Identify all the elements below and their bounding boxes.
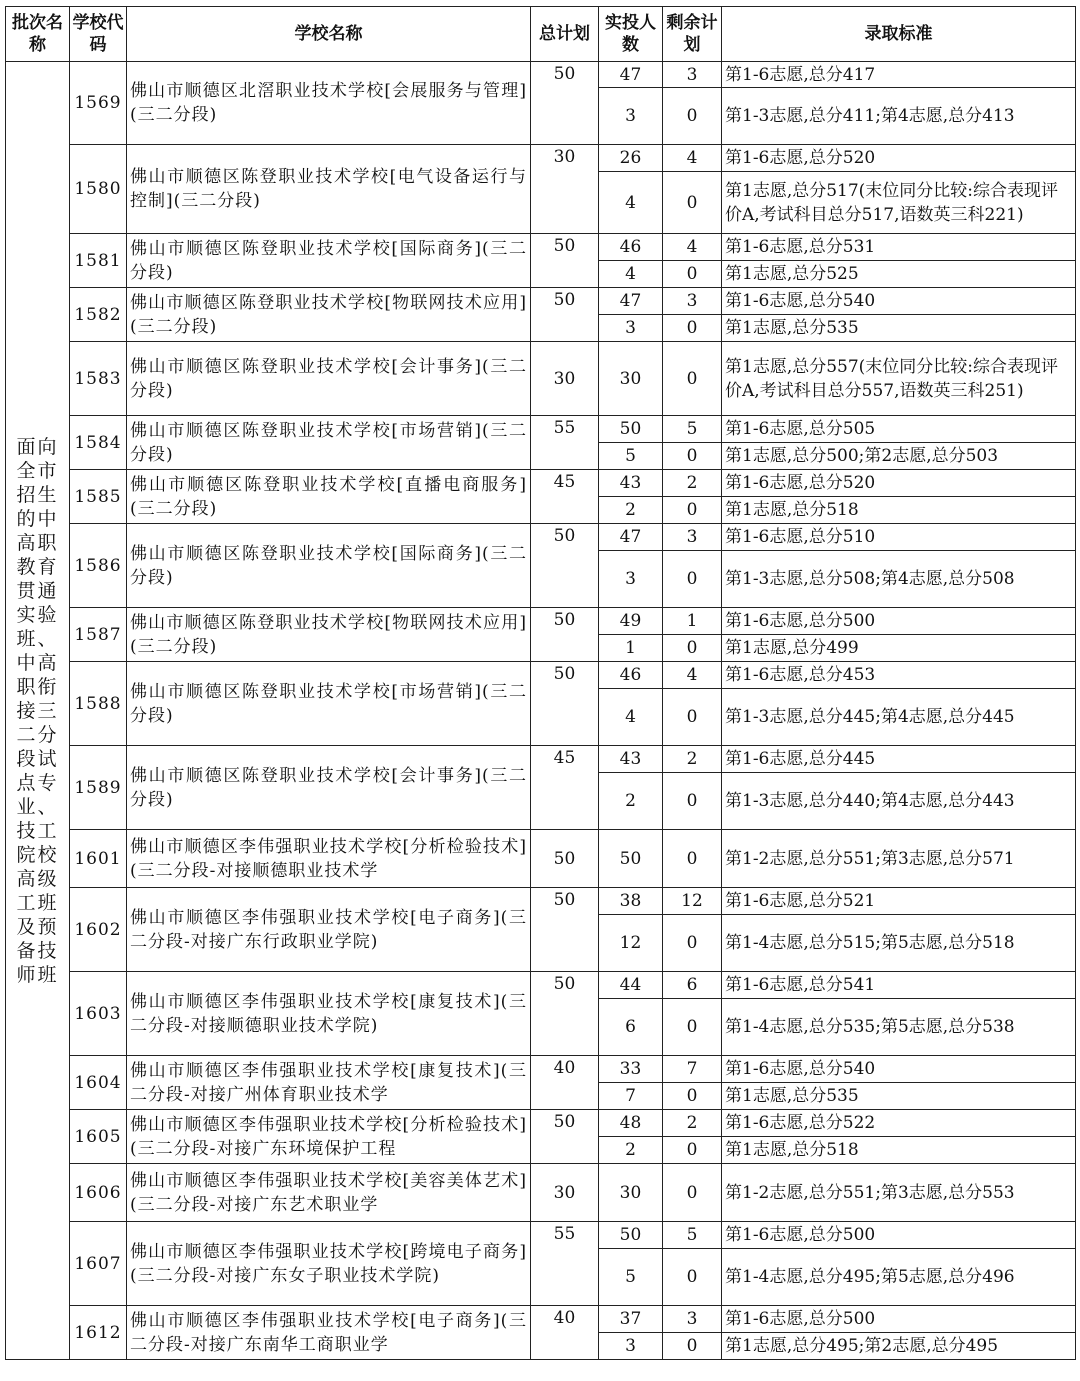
admission-standard-cell: 第1-6志愿,总分500 (722, 1306, 1076, 1333)
actual-count-cell: 50 (599, 416, 663, 443)
actual-count-cell: 4 (599, 172, 663, 234)
remaining-plan-cell: 1 (663, 608, 722, 635)
remaining-plan-cell: 0 (663, 1083, 722, 1110)
remaining-plan-cell: 2 (663, 1110, 722, 1137)
admission-standard-cell: 第1志愿,总分495;第2志愿,总分495 (722, 1333, 1076, 1360)
remaining-plan-cell: 12 (663, 888, 722, 915)
admission-standard-cell: 第1-2志愿,总分551;第3志愿,总分553 (722, 1164, 1076, 1222)
actual-count-cell: 4 (599, 689, 663, 746)
remaining-plan-cell: 5 (663, 416, 722, 443)
remaining-plan-cell: 0 (663, 172, 722, 234)
total-plan-cell: 30 (531, 1164, 599, 1222)
admission-standard-cell: 第1-6志愿,总分445 (722, 746, 1076, 773)
remaining-plan-cell: 0 (663, 999, 722, 1056)
school-code-cell: 1606 (70, 1164, 127, 1222)
remaining-plan-cell: 0 (663, 773, 722, 830)
admission-standard-cell: 第1-4志愿,总分515;第5志愿,总分518 (722, 915, 1076, 972)
remaining-plan-cell: 0 (663, 1164, 722, 1222)
school-code-cell: 1586 (70, 524, 127, 608)
admission-standard-cell: 第1-6志愿,总分522 (722, 1110, 1076, 1137)
actual-count-cell: 33 (599, 1056, 663, 1083)
total-plan-cell: 50 (531, 972, 599, 1056)
school-code-cell: 1607 (70, 1222, 127, 1306)
admission-standard-cell: 第1志愿,总分557(末位同分比较:综合表现评价A,考试科目总分557,语数英三科251) (722, 342, 1076, 416)
admission-standard-cell: 第1志愿,总分518 (722, 497, 1076, 524)
actual-count-cell: 3 (599, 1333, 663, 1360)
admission-standard-cell: 第1-6志愿,总分540 (722, 1056, 1076, 1083)
table-row (6, 524, 1076, 551)
admission-standard-cell: 第1-6志愿,总分505 (722, 416, 1076, 443)
table-row (6, 662, 1076, 689)
school-code-cell: 1602 (70, 888, 127, 972)
table-row (6, 746, 1076, 773)
header-row (6, 7, 1076, 62)
admission-standard-cell: 第1志愿,总分499 (722, 635, 1076, 662)
school-code-cell: 1601 (70, 830, 127, 888)
total-plan-cell: 50 (531, 524, 599, 608)
total-plan-cell: 55 (531, 1222, 599, 1306)
actual-count-cell: 3 (599, 551, 663, 608)
header-remaining: 剩余计划 (663, 7, 722, 62)
school-name-cell: 佛山市顺德区李伟强职业技术学校[康复技术](三二分段-对接广州体育职业技术学 (127, 1056, 531, 1110)
remaining-plan-cell: 0 (663, 88, 722, 145)
school-name-cell: 佛山市顺德区陈登职业技术学校[国际商务](三二分段) (127, 524, 531, 608)
actual-count-cell: 30 (599, 1164, 663, 1222)
total-plan-cell: 50 (531, 830, 599, 888)
total-plan-cell: 30 (531, 342, 599, 416)
school-name-cell: 佛山市顺德区陈登职业技术学校[物联网技术应用](三二分段) (127, 608, 531, 662)
remaining-plan-cell: 0 (663, 342, 722, 416)
table-row (6, 342, 1076, 416)
school-code-cell: 1581 (70, 234, 127, 288)
actual-count-cell: 47 (599, 62, 663, 88)
admission-standard-cell: 第1-6志愿,总分453 (722, 662, 1076, 689)
table-row (6, 888, 1076, 915)
remaining-plan-cell: 4 (663, 145, 722, 172)
admission-standard-cell: 第1志愿,总分535 (722, 315, 1076, 342)
school-name-cell: 佛山市顺德区陈登职业技术学校[会计事务](三二分段) (127, 342, 531, 416)
total-plan-cell: 45 (531, 746, 599, 830)
actual-count-cell: 3 (599, 88, 663, 145)
total-plan-cell: 50 (531, 234, 599, 288)
table-row (6, 1164, 1076, 1222)
table-row (6, 62, 1076, 88)
header-standard: 录取标准 (722, 7, 1076, 62)
remaining-plan-cell: 2 (663, 470, 722, 497)
school-code-cell: 1605 (70, 1110, 127, 1164)
total-plan-cell: 50 (531, 888, 599, 972)
table-row (6, 608, 1076, 635)
actual-count-cell: 48 (599, 1110, 663, 1137)
school-code-cell: 1589 (70, 746, 127, 830)
remaining-plan-cell: 0 (663, 1333, 722, 1360)
admission-standard-cell: 第1-6志愿,总分541 (722, 972, 1076, 999)
actual-count-cell: 46 (599, 662, 663, 689)
total-plan-cell: 40 (531, 1306, 599, 1360)
school-name-cell: 佛山市顺德区北滘职业技术学校[会展服务与管理](三二分段) (127, 62, 531, 145)
admission-standard-cell: 第1志愿,总分517(末位同分比较:综合表现评价A,考试科目总分517,语数英三科221) (722, 172, 1076, 234)
school-name-cell: 佛山市顺德区陈登职业技术学校[市场营销](三二分段) (127, 416, 531, 470)
total-plan-cell: 45 (531, 470, 599, 524)
admission-standard-cell: 第1-4志愿,总分495;第5志愿,总分496 (722, 1249, 1076, 1306)
actual-count-cell: 43 (599, 470, 663, 497)
admission-standard-cell: 第1-3志愿,总分440;第4志愿,总分443 (722, 773, 1076, 830)
actual-count-cell: 7 (599, 1083, 663, 1110)
table-row (6, 470, 1076, 497)
header-total: 总计划 (531, 7, 599, 62)
total-plan-cell: 30 (531, 145, 599, 234)
admission-standard-cell: 第1-2志愿,总分551;第3志愿,总分571 (722, 830, 1076, 888)
remaining-plan-cell: 0 (663, 915, 722, 972)
school-name-cell: 佛山市顺德区陈登职业技术学校[物联网技术应用](三二分段) (127, 288, 531, 342)
actual-count-cell: 6 (599, 999, 663, 1056)
actual-count-cell: 50 (599, 1222, 663, 1249)
total-plan-cell: 50 (531, 608, 599, 662)
remaining-plan-cell: 0 (663, 261, 722, 288)
school-name-cell: 佛山市顺德区陈登职业技术学校[会计事务](三二分段) (127, 746, 531, 830)
total-plan-cell: 50 (531, 1110, 599, 1164)
actual-count-cell: 50 (599, 830, 663, 888)
school-code-cell: 1585 (70, 470, 127, 524)
admission-standard-cell: 第1-4志愿,总分535;第5志愿,总分538 (722, 999, 1076, 1056)
table-row (6, 234, 1076, 261)
actual-count-cell: 2 (599, 497, 663, 524)
school-name-cell: 佛山市顺德区陈登职业技术学校[电气设备运行与控制](三二分段) (127, 145, 531, 234)
remaining-plan-cell: 0 (663, 551, 722, 608)
school-name-cell: 佛山市顺德区李伟强职业技术学校[电子商务](三二分段-对接广东行政职业学院) (127, 888, 531, 972)
admission-document (5, 6, 1075, 1360)
actual-count-cell: 1 (599, 635, 663, 662)
remaining-plan-cell: 0 (663, 443, 722, 470)
actual-count-cell: 30 (599, 342, 663, 416)
actual-count-cell: 2 (599, 1137, 663, 1164)
admission-standard-cell: 第1-6志愿,总分520 (722, 145, 1076, 172)
table-row (6, 1056, 1076, 1083)
school-name-cell: 佛山市顺德区陈登职业技术学校[市场营销](三二分段) (127, 662, 531, 746)
admission-standard-cell: 第1-6志愿,总分520 (722, 470, 1076, 497)
admission-standard-cell: 第1-3志愿,总分411;第4志愿,总分413 (722, 88, 1076, 145)
remaining-plan-cell: 3 (663, 288, 722, 315)
admission-standard-cell: 第1-6志愿,总分540 (722, 288, 1076, 315)
remaining-plan-cell: 0 (663, 830, 722, 888)
school-name-cell: 佛山市顺德区李伟强职业技术学校[康复技术](三二分段-对接顺德职业技术学院) (127, 972, 531, 1056)
actual-count-cell: 47 (599, 524, 663, 551)
remaining-plan-cell: 3 (663, 62, 722, 88)
admission-standard-cell: 第1-6志愿,总分531 (722, 234, 1076, 261)
actual-count-cell: 49 (599, 608, 663, 635)
admission-standard-cell: 第1-6志愿,总分500 (722, 1222, 1076, 1249)
actual-count-cell: 12 (599, 915, 663, 972)
admission-standard-cell: 第1-6志愿,总分417 (722, 62, 1076, 88)
batch-name-cell: 面向全市招生的中高职教育贯通实验班、中高职衔接三二分段试点专业、技工院校高级工班及预备技师班 (6, 62, 70, 1360)
total-plan-cell: 50 (531, 62, 599, 145)
actual-count-cell: 5 (599, 443, 663, 470)
admission-standard-cell: 第1志愿,总分535 (722, 1083, 1076, 1110)
actual-count-cell: 46 (599, 234, 663, 261)
actual-count-cell: 3 (599, 315, 663, 342)
header-name: 学校名称 (127, 7, 531, 62)
actual-count-cell: 44 (599, 972, 663, 999)
school-name-cell: 佛山市顺德区陈登职业技术学校[直播电商服务](三二分段) (127, 470, 531, 524)
actual-count-cell: 47 (599, 288, 663, 315)
actual-count-cell: 38 (599, 888, 663, 915)
school-name-cell: 佛山市顺德区陈登职业技术学校[国际商务](三二分段) (127, 234, 531, 288)
school-code-cell: 1583 (70, 342, 127, 416)
actual-count-cell: 26 (599, 145, 663, 172)
table-row (6, 1306, 1076, 1333)
admission-standard-cell: 第1志愿,总分518 (722, 1137, 1076, 1164)
remaining-plan-cell: 4 (663, 234, 722, 261)
total-plan-cell: 40 (531, 1056, 599, 1110)
remaining-plan-cell: 0 (663, 315, 722, 342)
remaining-plan-cell: 0 (663, 689, 722, 746)
school-name-cell: 佛山市顺德区李伟强职业技术学校[电子商务](三二分段-对接广东南华工商职业学 (127, 1306, 531, 1360)
table-row (6, 416, 1076, 443)
table-row (6, 830, 1076, 888)
admission-standard-cell: 第1志愿,总分500;第2志愿,总分503 (722, 443, 1076, 470)
actual-count-cell: 43 (599, 746, 663, 773)
table-row (6, 145, 1076, 172)
school-code-cell: 1569 (70, 62, 127, 145)
table-row (6, 1222, 1076, 1249)
remaining-plan-cell: 0 (663, 1249, 722, 1306)
admission-standard-cell: 第1-6志愿,总分521 (722, 888, 1076, 915)
admission-standard-cell: 第1-3志愿,总分445;第4志愿,总分445 (722, 689, 1076, 746)
actual-count-cell: 2 (599, 773, 663, 830)
remaining-plan-cell: 3 (663, 524, 722, 551)
table-row (6, 288, 1076, 315)
school-name-cell: 佛山市顺德区李伟强职业技术学校[分析检验技术](三二分段-对接顺德职业技术学 (127, 830, 531, 888)
school-code-cell: 1584 (70, 416, 127, 470)
table-row (6, 1110, 1076, 1137)
school-name-cell: 佛山市顺德区李伟强职业技术学校[美容美体艺术](三二分段-对接广东艺术职业学 (127, 1164, 531, 1222)
total-plan-cell: 50 (531, 662, 599, 746)
remaining-plan-cell: 0 (663, 1137, 722, 1164)
remaining-plan-cell: 5 (663, 1222, 722, 1249)
school-code-cell: 1603 (70, 972, 127, 1056)
table-row (6, 972, 1076, 999)
admission-table (5, 6, 1076, 1360)
school-code-cell: 1582 (70, 288, 127, 342)
header-actual: 实投人数 (599, 7, 663, 62)
school-code-cell: 1604 (70, 1056, 127, 1110)
table-body (6, 62, 1076, 1360)
remaining-plan-cell: 6 (663, 972, 722, 999)
school-name-cell: 佛山市顺德区李伟强职业技术学校[分析检验技术](三二分段-对接广东环境保护工程 (127, 1110, 531, 1164)
total-plan-cell: 50 (531, 288, 599, 342)
admission-standard-cell: 第1-6志愿,总分500 (722, 608, 1076, 635)
header-code: 学校代码 (70, 7, 127, 62)
school-code-cell: 1587 (70, 608, 127, 662)
school-name-cell: 佛山市顺德区李伟强职业技术学校[跨境电子商务](三二分段-对接广东女子职业技术学院) (127, 1222, 531, 1306)
remaining-plan-cell: 3 (663, 1306, 722, 1333)
actual-count-cell: 37 (599, 1306, 663, 1333)
remaining-plan-cell: 0 (663, 635, 722, 662)
admission-standard-cell: 第1-6志愿,总分510 (722, 524, 1076, 551)
school-code-cell: 1588 (70, 662, 127, 746)
remaining-plan-cell: 2 (663, 746, 722, 773)
header-batch: 批次名称 (6, 7, 70, 62)
remaining-plan-cell: 4 (663, 662, 722, 689)
actual-count-cell: 5 (599, 1249, 663, 1306)
remaining-plan-cell: 0 (663, 497, 722, 524)
admission-standard-cell: 第1志愿,总分525 (722, 261, 1076, 288)
school-code-cell: 1612 (70, 1306, 127, 1360)
remaining-plan-cell: 7 (663, 1056, 722, 1083)
actual-count-cell: 4 (599, 261, 663, 288)
admission-standard-cell: 第1-3志愿,总分508;第4志愿,总分508 (722, 551, 1076, 608)
school-code-cell: 1580 (70, 145, 127, 234)
total-plan-cell: 55 (531, 416, 599, 470)
